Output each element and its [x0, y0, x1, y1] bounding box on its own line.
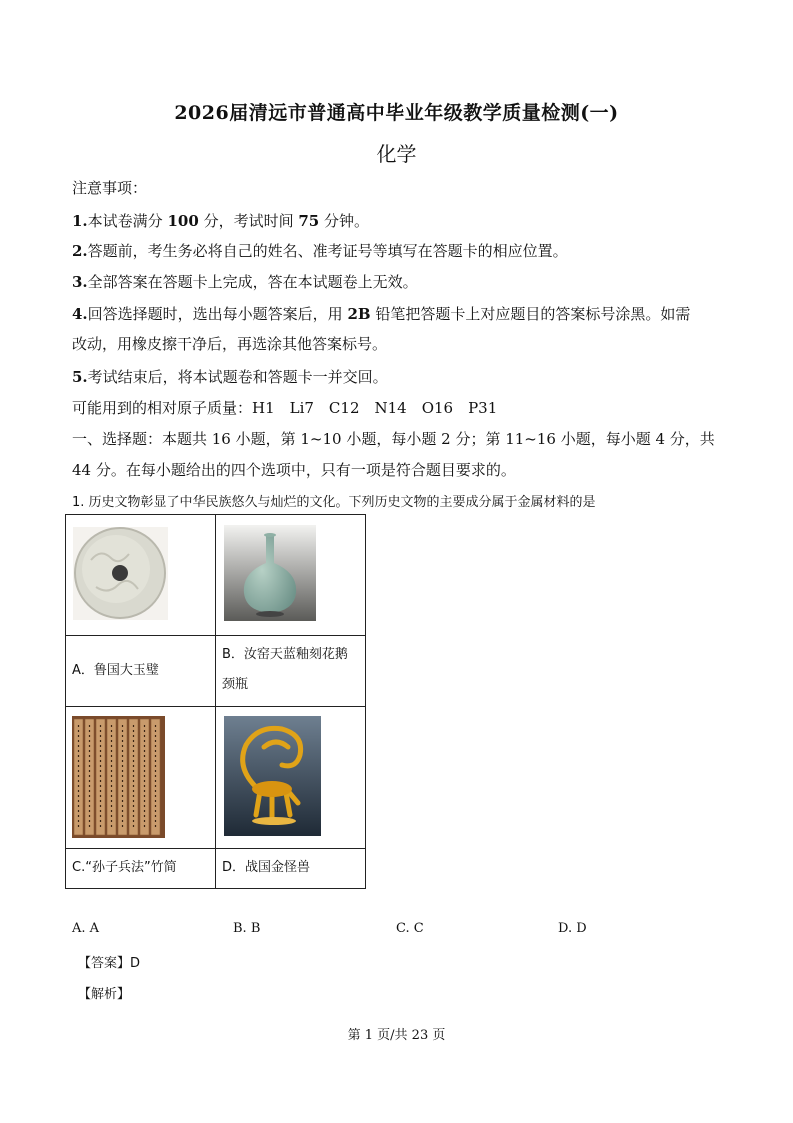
choice-a: A. A [72, 921, 100, 936]
option-a-caption: A．鲁国大玉璧 [72, 663, 159, 678]
option-c-caption-cell [66, 849, 216, 889]
note-2: 2.答题前，考生务必将自己的姓名、准考证号等填写在答题卡的相应位置。 [72, 242, 568, 260]
exam-title: 2026届清远市普通高中毕业年级教学质量检测(一) [174, 102, 619, 124]
option-a-caption-cell [66, 636, 216, 707]
option-c-caption: C.“孙子兵法”竹简 [72, 860, 177, 875]
option-c-image-cell [66, 707, 216, 849]
choice-b: B. B [233, 921, 261, 936]
note-3: 3.全部答案在答题卡上完成，答在本试题卷上无效。 [72, 273, 418, 291]
subject-title: 化学 [376, 142, 417, 166]
note-5: 5.考试结束后，将本试题卷和答题卡一并交回。 [72, 368, 388, 386]
option-b-caption: B．汝窑天蓝釉刻花鹅 颈瓶 [222, 647, 348, 692]
answer-line: 【答案】D [78, 956, 141, 971]
section-1-line-2: 44 分。在每小题给出的四个选项中，只有一项是符合题目要求的。 [72, 461, 516, 479]
choice-d: D. D [558, 921, 587, 936]
option-d-caption: D．战国金怪兽 [222, 860, 311, 875]
note-1: 1.本试卷满分 100 分，考试时间 75 分钟。 [72, 212, 370, 230]
choice-c: C. C [396, 921, 424, 936]
bamboo-slips-image [66, 707, 215, 844]
option-b-caption-cell [216, 636, 366, 707]
notes-heading: 注意事项： [72, 179, 148, 197]
option-b-image-cell [216, 515, 366, 636]
option-d-image-cell [216, 707, 366, 849]
note-4: 4.回答选择题时，选出每小题答案后，用 2B 铅笔把答题卡上对应题目的答案标号涂黑。如需 [72, 305, 691, 323]
atomic-mass-line: 可能用到的相对原子质量：H1 Li7 C12 N14 O16 P31 [72, 399, 498, 417]
jade-disc-image [66, 515, 215, 631]
options-table [65, 514, 366, 889]
option-a-image-cell [66, 515, 216, 636]
question-1-stem: 1. 历史文物彰显了中华民族悠久与灿烂的文化。下列历史文物的主要成分属于金属材料的是 [72, 495, 596, 510]
celadon-vase-image [216, 515, 365, 631]
gold-beast-image [216, 707, 365, 844]
section-1-line-1: 一、选择题：本题共 16 小题，第 1~10 小题，每小题 2 分；第 11~16 小题，每小题 4 分，共 [72, 430, 715, 448]
page-number: 第 1 页/共 23 页 [347, 1028, 446, 1043]
option-d-caption-cell [216, 849, 366, 889]
note-4-line2: 改动，用橡皮擦干净后，再选涂其他答案标号。 [72, 335, 388, 353]
analysis-line: 【解析】 [78, 987, 131, 1002]
